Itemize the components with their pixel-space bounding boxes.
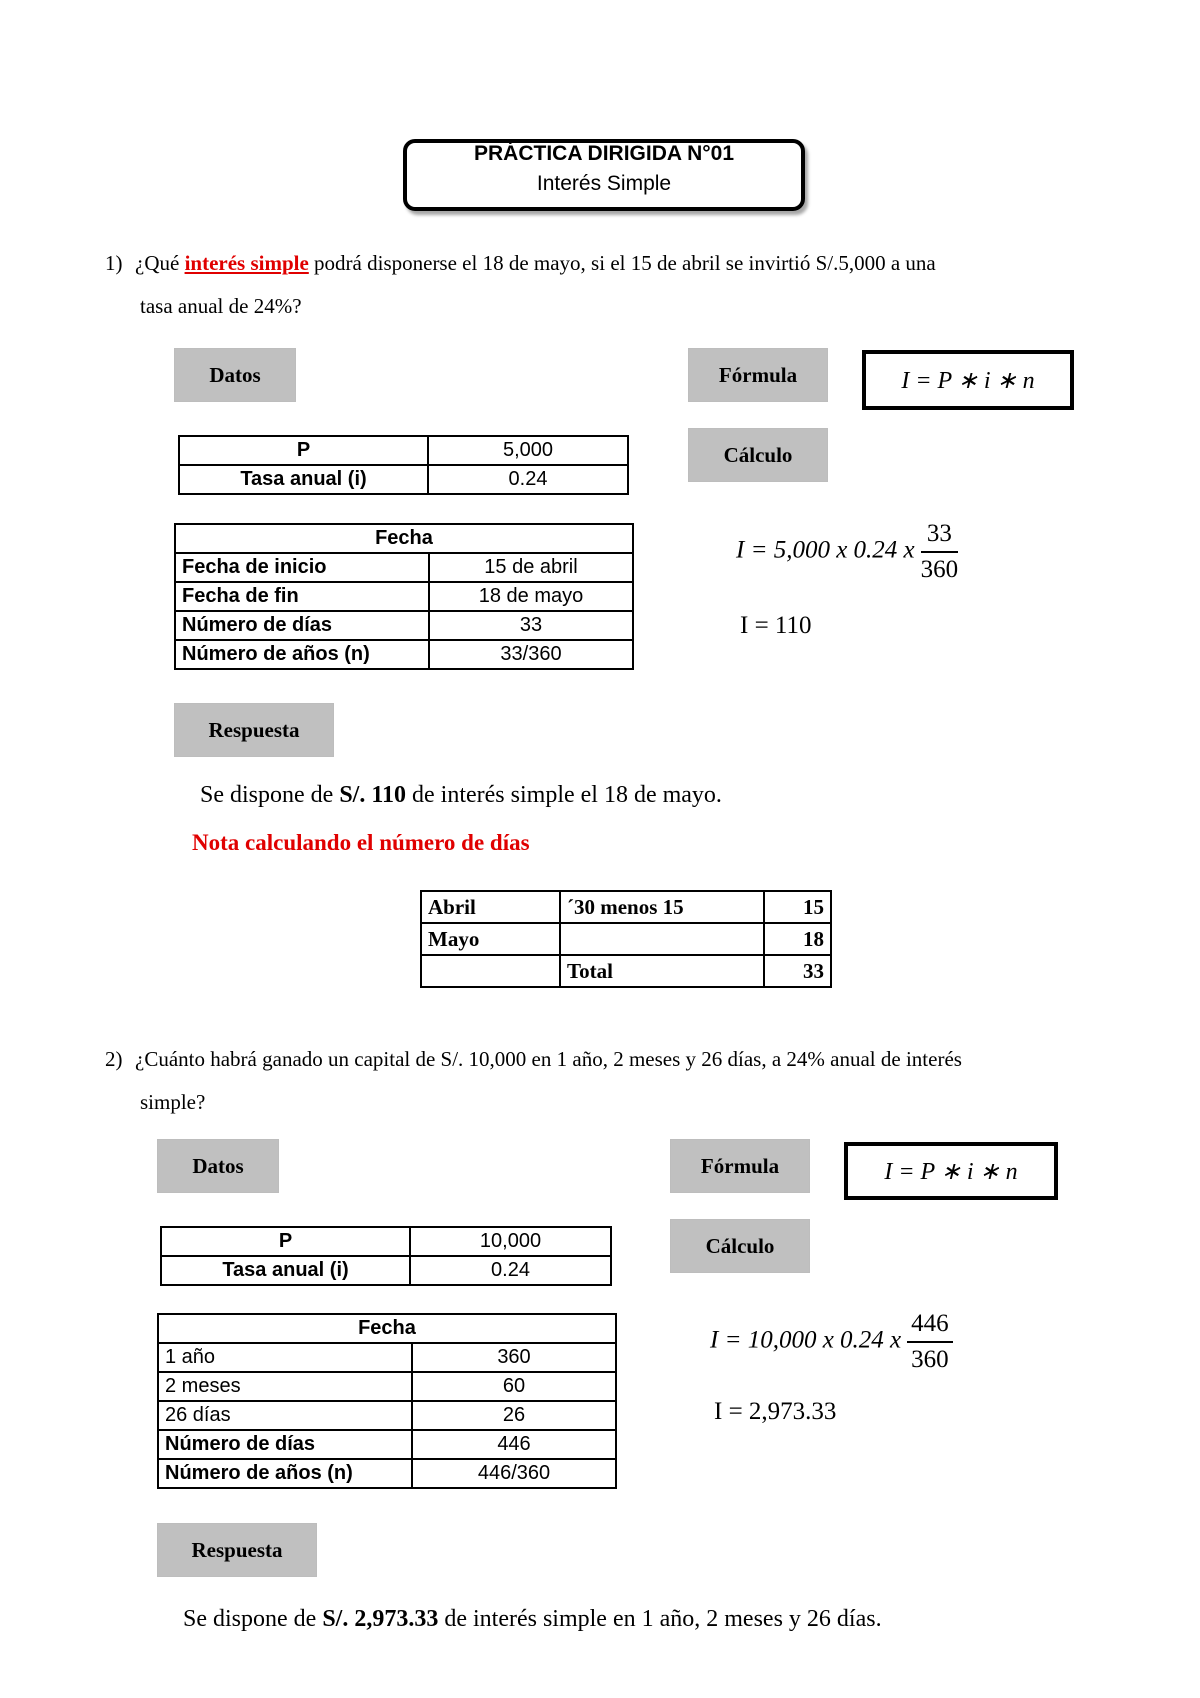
q1-fraction — [921, 517, 959, 587]
nota-cell: 15 — [764, 891, 831, 923]
nota-cell — [421, 955, 560, 987]
q2-p-label: P — [161, 1227, 410, 1256]
q1-fecha-value: 33/360 — [429, 640, 633, 669]
q1-fecha-key: Número de días — [175, 611, 429, 640]
q1-p-value: 5,000 — [428, 436, 628, 465]
q2-rate-value: 0.24 — [410, 1256, 611, 1285]
q2-fecha-value: 446 — [412, 1430, 616, 1459]
q2-fecha-header: Fecha — [158, 1314, 616, 1343]
q1-answer-pre: Se dispone de — [200, 782, 340, 808]
q1-fecha-key: Fecha de fin — [175, 582, 429, 611]
question-1-highlight: interés simple — [184, 251, 309, 275]
q2-answer-post: de interés simple en 1 año, 2 meses y 26 días. — [438, 1606, 882, 1632]
q1-note: Nota calculando el número de días — [192, 830, 530, 855]
q1-formula-label: Fórmula — [689, 349, 827, 401]
question-2-text-line1: ¿Cuánto habrá ganado un capital de S/. 10,000 en 1 año, 2 meses y 26 días, a 24% anual de interés — [135, 1047, 962, 1071]
q1-fecha-header: Fecha — [175, 524, 633, 553]
question-2-number: 2) — [105, 1047, 123, 1071]
q1-fecha-table — [174, 523, 634, 670]
q1-p-label: P — [179, 436, 428, 465]
q1-answer — [200, 782, 722, 809]
nota-cell: Total — [560, 955, 764, 987]
table-row — [161, 1227, 611, 1256]
q2-answer-pre: Se dispone de — [183, 1606, 323, 1632]
question-1-number: 1) — [105, 251, 123, 275]
table-row — [161, 1256, 611, 1285]
q1-answer-post: de interés simple el 18 de mayo. — [406, 782, 722, 808]
q1-nota-table — [420, 890, 832, 988]
q1-formula-box — [862, 350, 1074, 410]
q2-formula-text: I = P ∗ i ∗ n — [884, 1158, 1018, 1185]
question-2 — [105, 1038, 1155, 1124]
q1-answer-bold: S/. 110 — [339, 782, 407, 808]
q2-fecha-key: 1 año — [158, 1343, 412, 1372]
table-row — [179, 465, 628, 494]
q1-fecha-value: 15 de abril — [429, 553, 633, 582]
q2-answer — [183, 1606, 882, 1633]
nota-cell: Abril — [421, 891, 560, 923]
table-row — [179, 436, 628, 465]
q1-calculo-label: Cálculo — [689, 429, 827, 481]
question-1-text-line2: tasa anual de 24%? — [140, 294, 302, 318]
q1-result: I = 110 — [740, 612, 812, 639]
q2-fecha-value: 26 — [412, 1401, 616, 1430]
q2-answer-bold: S/. 2,973.33 — [322, 1606, 439, 1632]
q2-formula-box — [844, 1142, 1058, 1200]
nota-cell: 18 — [764, 923, 831, 955]
q1-respuesta-label: Respuesta — [175, 704, 333, 756]
q1-data-table — [178, 435, 629, 495]
q2-fecha-value: 446/360 — [412, 1459, 616, 1488]
table-row — [158, 1372, 616, 1401]
q2-formula-label: Fórmula — [671, 1140, 809, 1192]
q2-fraction — [907, 1307, 953, 1377]
nota-cell: Mayo — [421, 923, 560, 955]
q2-frac-den: 360 — [911, 1346, 949, 1373]
q2-fecha-table — [157, 1313, 617, 1489]
q1-frac-den: 360 — [920, 556, 959, 583]
q2-datos-label: Datos — [158, 1140, 278, 1192]
q1-fecha-value: 33 — [429, 611, 633, 640]
q2-rate-label: Tasa anual (i) — [161, 1256, 410, 1285]
q1-calculation — [736, 517, 958, 587]
q2-fecha-key: Número de días — [158, 1430, 412, 1459]
q1-fecha-key: Número de años (n) — [175, 640, 429, 669]
question-1 — [105, 242, 1125, 328]
q2-data-table — [160, 1226, 612, 1286]
q2-calc-lhs: I = 10,000 x 0.24 x — [710, 1326, 902, 1354]
q2-frac-num: 446 — [907, 1307, 953, 1343]
question-2-text-line2: simple? — [140, 1090, 206, 1114]
table-row — [158, 1314, 616, 1343]
table-row — [421, 923, 831, 955]
question-1-text-before: ¿Qué — [135, 251, 185, 275]
q2-p-value: 10,000 — [410, 1227, 611, 1256]
table-row — [158, 1343, 616, 1372]
q1-frac-num: 33 — [921, 517, 959, 553]
question-1-text-after: podrá disponerse el 18 de mayo, si el 15 de abril se invirtió S/.5,000 a una — [308, 251, 936, 275]
q1-rate-value: 0.24 — [428, 465, 628, 494]
q1-fecha-value: 18 de mayo — [429, 582, 633, 611]
nota-cell: 33 — [764, 955, 831, 987]
q2-result: I = 2,973.33 — [714, 1398, 837, 1425]
q1-formula-text: I = P ∗ i ∗ n — [901, 367, 1035, 394]
title-box — [403, 139, 805, 211]
nota-cell — [560, 923, 764, 955]
table-row — [158, 1401, 616, 1430]
page-title: PRÁCTICA DIRIGIDA N°01 — [473, 142, 735, 165]
nota-cell: ´30 menos 15 — [560, 891, 764, 923]
q2-fecha-value: 60 — [412, 1372, 616, 1401]
table-row — [175, 611, 633, 640]
q2-fecha-key: 26 días — [158, 1401, 412, 1430]
q1-datos-label: Datos — [175, 349, 295, 401]
q2-fecha-key: Número de años (n) — [158, 1459, 412, 1488]
table-row — [158, 1459, 616, 1488]
q2-calculation — [710, 1307, 953, 1377]
q2-respuesta-label: Respuesta — [158, 1524, 316, 1576]
table-row — [175, 553, 633, 582]
table-row — [421, 891, 831, 923]
q2-fecha-key: 2 meses — [158, 1372, 412, 1401]
table-row — [175, 582, 633, 611]
page-subtitle: Interés Simple — [536, 172, 672, 195]
table-row — [421, 955, 831, 987]
q2-fecha-value: 360 — [412, 1343, 616, 1372]
q1-rate-label: Tasa anual (i) — [179, 465, 428, 494]
q2-calculo-label: Cálculo — [671, 1220, 809, 1272]
q1-fecha-key: Fecha de inicio — [175, 553, 429, 582]
table-row — [158, 1430, 616, 1459]
q1-calc-lhs: I = 5,000 x 0.24 x — [736, 536, 915, 564]
table-row — [175, 640, 633, 669]
table-row — [175, 524, 633, 553]
